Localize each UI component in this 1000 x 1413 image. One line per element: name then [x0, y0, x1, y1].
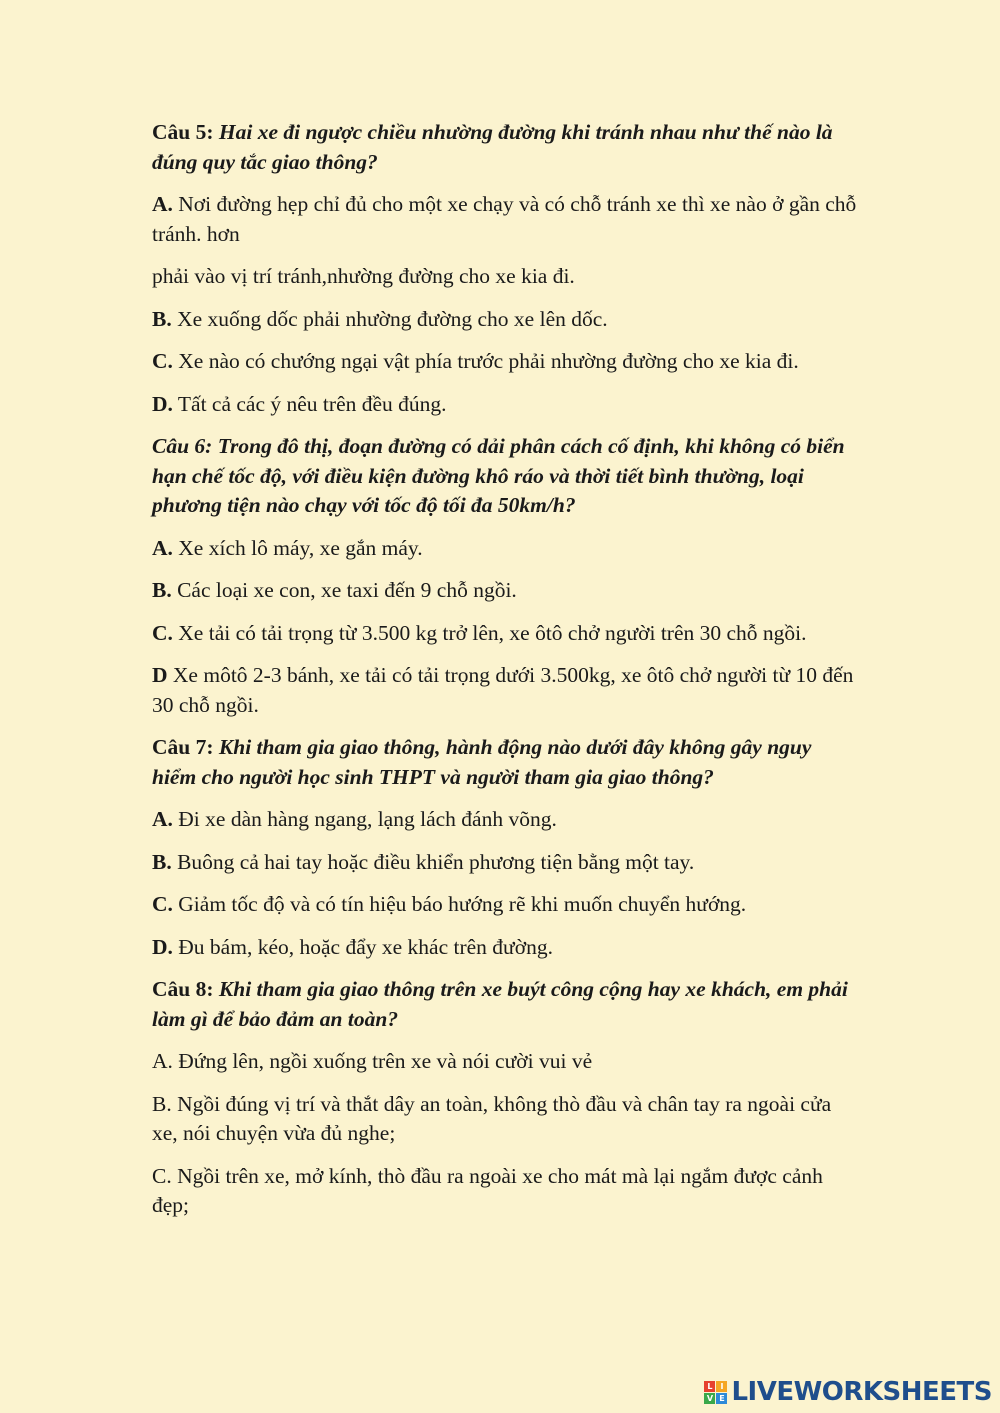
question-7-label: Câu 7: [152, 735, 214, 759]
option-text: Xe tải có tải trọng từ 3.500 kg trở lên, xe ôtô chở người trên 30 chỗ ngồi. [178, 620, 807, 645]
question-5-option-c [152, 347, 857, 377]
option-text: Tất cả các ý nêu trên đều đúng. [177, 391, 447, 416]
option-text: Đu bám, kéo, hoặc đẩy xe khác trên đường. [178, 934, 553, 959]
question-5-option-a-continued [152, 262, 857, 292]
option-text: Buông cả hai tay hoặc điều khiển phương tiện bằng một tay. [177, 849, 695, 874]
question-5-option-d [152, 390, 857, 420]
question-5-text: Hai xe đi ngược chiều nhường đường khi tránh nhau như thế nào là đúng quy tắc giao thông? [152, 120, 833, 174]
question-6-option-a [152, 534, 857, 564]
question-6-option-d [152, 661, 857, 720]
question-7-option-c [152, 890, 857, 920]
logo-letter: L [704, 1381, 715, 1392]
question-6-label: Câu 6: [152, 434, 213, 458]
brand-text: LIVEWORKSHEETS [731, 1377, 992, 1407]
option-text: Các loại xe con, xe taxi đến 9 chỗ ngồi. [177, 578, 517, 602]
question-7-option-b [152, 848, 857, 878]
question-8-text: Khi tham gia giao thông trên xe buýt công cộng hay xe khách, em phải làm gì để bảo đảm an toàn? [152, 977, 848, 1031]
question-7 [152, 733, 857, 792]
option-text: Nơi đường hẹp chỉ đủ cho một xe chạy và có chỗ tránh xe thì xe nào ở gần chỗ tránh. hơn [152, 192, 857, 246]
option-letter: A. [152, 192, 173, 216]
logo-icon [704, 1381, 727, 1404]
option-text: A. Đứng lên, ngồi xuống trên xe và nói cười vui vẻ [152, 1049, 593, 1073]
question-6 [152, 432, 857, 521]
question-5-label: Câu 5: [152, 120, 214, 144]
option-letter: B. [152, 306, 172, 331]
option-text: B. Ngồi đúng vị trí và thắt dây an toàn, không thò đầu và chân tay ra ngoài cửa xe, nói chuyện vừa đủ nghe; [152, 1091, 832, 1145]
option-letter: D. [152, 934, 173, 959]
option-text: Đi xe dàn hàng ngang, lạng lách đánh võng. [178, 807, 557, 831]
option-letter: C. [152, 620, 173, 645]
question-6-option-b [152, 576, 857, 606]
question-6-option-c [152, 619, 857, 649]
option-text: C. Ngồi trên xe, mở kính, thò đầu ra ngoài xe cho mát mà lại ngắm được cảnh đẹp; [152, 1163, 823, 1217]
option-letter: A. [152, 807, 173, 831]
question-7-option-d [152, 933, 857, 963]
option-letter: D [152, 663, 168, 687]
worksheet-content [152, 118, 857, 1234]
option-letter: B. [152, 578, 172, 602]
option-letter: B. [152, 849, 172, 874]
question-5 [152, 118, 857, 177]
option-text: Xe xích lô máy, xe gắn máy. [178, 535, 423, 560]
option-letter: C. [152, 349, 173, 373]
option-text: Giảm tốc độ và có tín hiệu báo hướng rẽ khi muốn chuyển hướng. [178, 892, 747, 916]
option-letter: A. [152, 535, 173, 560]
logo-letter: I [716, 1381, 727, 1392]
option-text: Xe nào có chướng ngại vật phía trước phải nhường đường cho xe kia đi. [178, 349, 799, 373]
logo-letter: E [716, 1393, 727, 1404]
option-text: phải vào vị trí tránh,nhường đường cho xe kia đi. [152, 264, 575, 288]
question-8-option-b [152, 1090, 857, 1149]
logo-letter: V [704, 1393, 715, 1404]
question-5-option-a [152, 190, 857, 249]
question-8-label: Câu 8: [152, 977, 214, 1001]
liveworksheets-logo [704, 1377, 992, 1407]
option-letter: C. [152, 892, 173, 916]
option-text: Xe môtô 2-3 bánh, xe tải có tải trọng dưới 3.500kg, xe ôtô chở người từ 10 đến 30 chỗ ngồi. [152, 663, 854, 717]
question-6-text: Trong đô thị, đoạn đường có dải phân cách cố định, khi không có biển hạn chế tốc độ, với điều kiện đường khô ráo và thời tiết bình thường, loại phương tiện nào chạy với tốc độ tối đa 50km/h? [152, 434, 845, 517]
question-7-text: Khi tham gia giao thông, hành động nào dưới đây không gây nguy hiểm cho người học sinh THPT và người tham gia giao thông? [152, 735, 812, 789]
option-letter: D. [152, 391, 173, 416]
option-text: Xe xuống dốc phải nhường đường cho xe lên dốc. [177, 306, 608, 331]
question-5-option-b [152, 305, 857, 335]
question-8-option-a [152, 1047, 857, 1077]
question-8 [152, 975, 857, 1034]
question-8-option-c [152, 1162, 857, 1221]
question-7-option-a [152, 805, 857, 835]
